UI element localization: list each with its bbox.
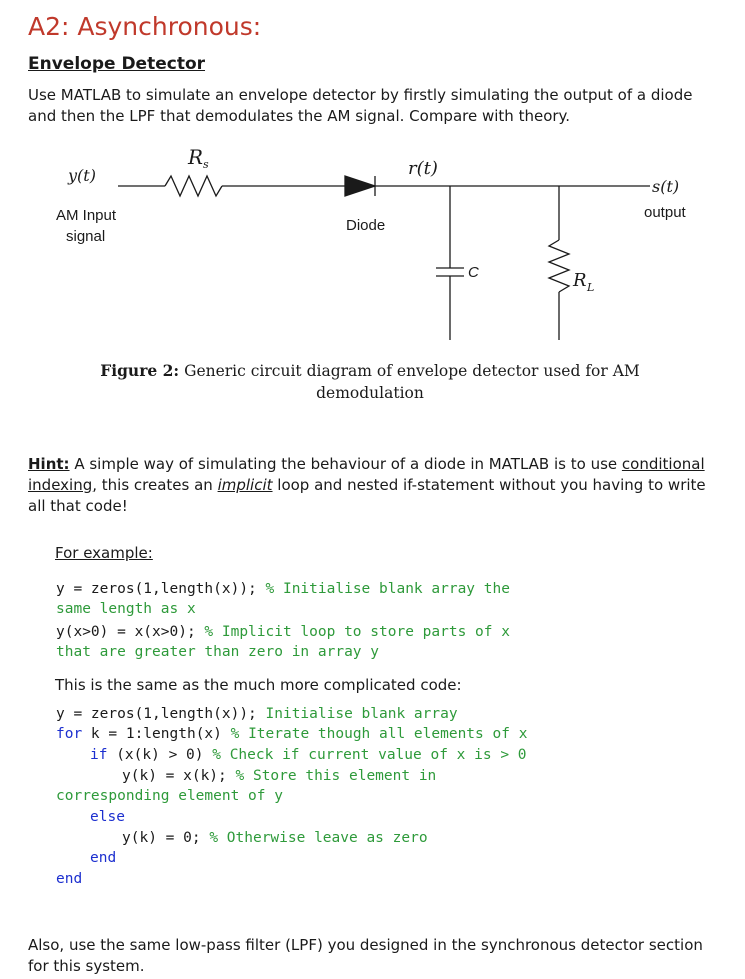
output-symbol: s(t) bbox=[652, 177, 680, 196]
series-resistor-subscript: s bbox=[203, 158, 209, 171]
code-line: end bbox=[56, 871, 83, 887]
code-line: y = zeros(1,length(x)); % Initialise blank array the bbox=[56, 581, 510, 597]
intro-paragraph: Use MATLAB to simulate an envelope detector by firstly simulating the output of a diode and then the LPF that demodulates the AM signal. Compare with theory. bbox=[28, 86, 693, 125]
capacitor-label: C bbox=[468, 264, 479, 281]
code-line: that are greater than zero in array y bbox=[56, 644, 380, 660]
closing-paragraph: Also, use the same low-pass filter (LPF) you designed in the synchronous detector section for this system. bbox=[28, 936, 703, 975]
comparison-text: This is the same as the much more complicated code: bbox=[55, 676, 462, 694]
series-resistor bbox=[165, 176, 222, 196]
load-resistor-symbol: R bbox=[573, 270, 587, 291]
hint-paragraph bbox=[28, 454, 708, 517]
hint-text-3: loop and nested if-statement without you having to write all that code! bbox=[28, 476, 706, 515]
input-label-2: signal bbox=[66, 228, 106, 245]
code-line: else bbox=[90, 809, 125, 825]
code-line: y(k) = 0; % Otherwise leave as zero bbox=[122, 830, 428, 846]
load-resistor-subscript: L bbox=[587, 281, 595, 294]
hint-text-2: , this creates an bbox=[92, 476, 218, 494]
node-symbol: r(t) bbox=[408, 158, 438, 179]
conditional-indexing-link[interactable]: conditional indexing bbox=[28, 455, 705, 494]
page-title: A2: Asynchronous: bbox=[28, 12, 262, 41]
circuit-diagram bbox=[40, 140, 700, 360]
section-heading: Envelope Detector bbox=[28, 54, 206, 74]
code-line: y(k) = x(k); % Store this element in bbox=[122, 768, 437, 784]
code-line: end bbox=[90, 850, 117, 866]
code-line: if (x(k) > 0) % Check if current value of x is > 0 bbox=[90, 747, 527, 763]
code-line: y(x>0) = x(x>0); % Implicit loop to store parts of x bbox=[56, 624, 510, 640]
code-line: y = zeros(1,length(x)); Initialise blank array bbox=[56, 706, 458, 722]
input-symbol: y(t) bbox=[68, 166, 96, 185]
caption-line-1: Generic circuit diagram of envelope detector used for AM bbox=[179, 362, 640, 380]
code-line: for k = 1:length(x) % Iterate though all elements of x bbox=[56, 726, 528, 742]
load-resistor bbox=[549, 240, 569, 292]
diode-symbol bbox=[345, 176, 375, 196]
code-line: corresponding element of y bbox=[56, 788, 283, 804]
figure-number: Figure 2: bbox=[100, 361, 180, 380]
hint-label: Hint: bbox=[28, 455, 70, 473]
series-resistor-symbol: R bbox=[188, 145, 204, 169]
code-line: same length as x bbox=[56, 601, 196, 617]
hint-text-1: A simple way of simulating the behaviour of a diode in MATLAB is to use bbox=[69, 455, 618, 473]
implicit-term: implicit bbox=[217, 476, 273, 494]
output-label: output bbox=[644, 204, 686, 221]
diode-label: Diode bbox=[346, 217, 386, 234]
figure-caption bbox=[90, 360, 650, 404]
example-label: For example: bbox=[55, 544, 153, 562]
input-label-1: AM Input bbox=[56, 207, 117, 224]
caption-line-2: demodulation bbox=[316, 384, 424, 402]
